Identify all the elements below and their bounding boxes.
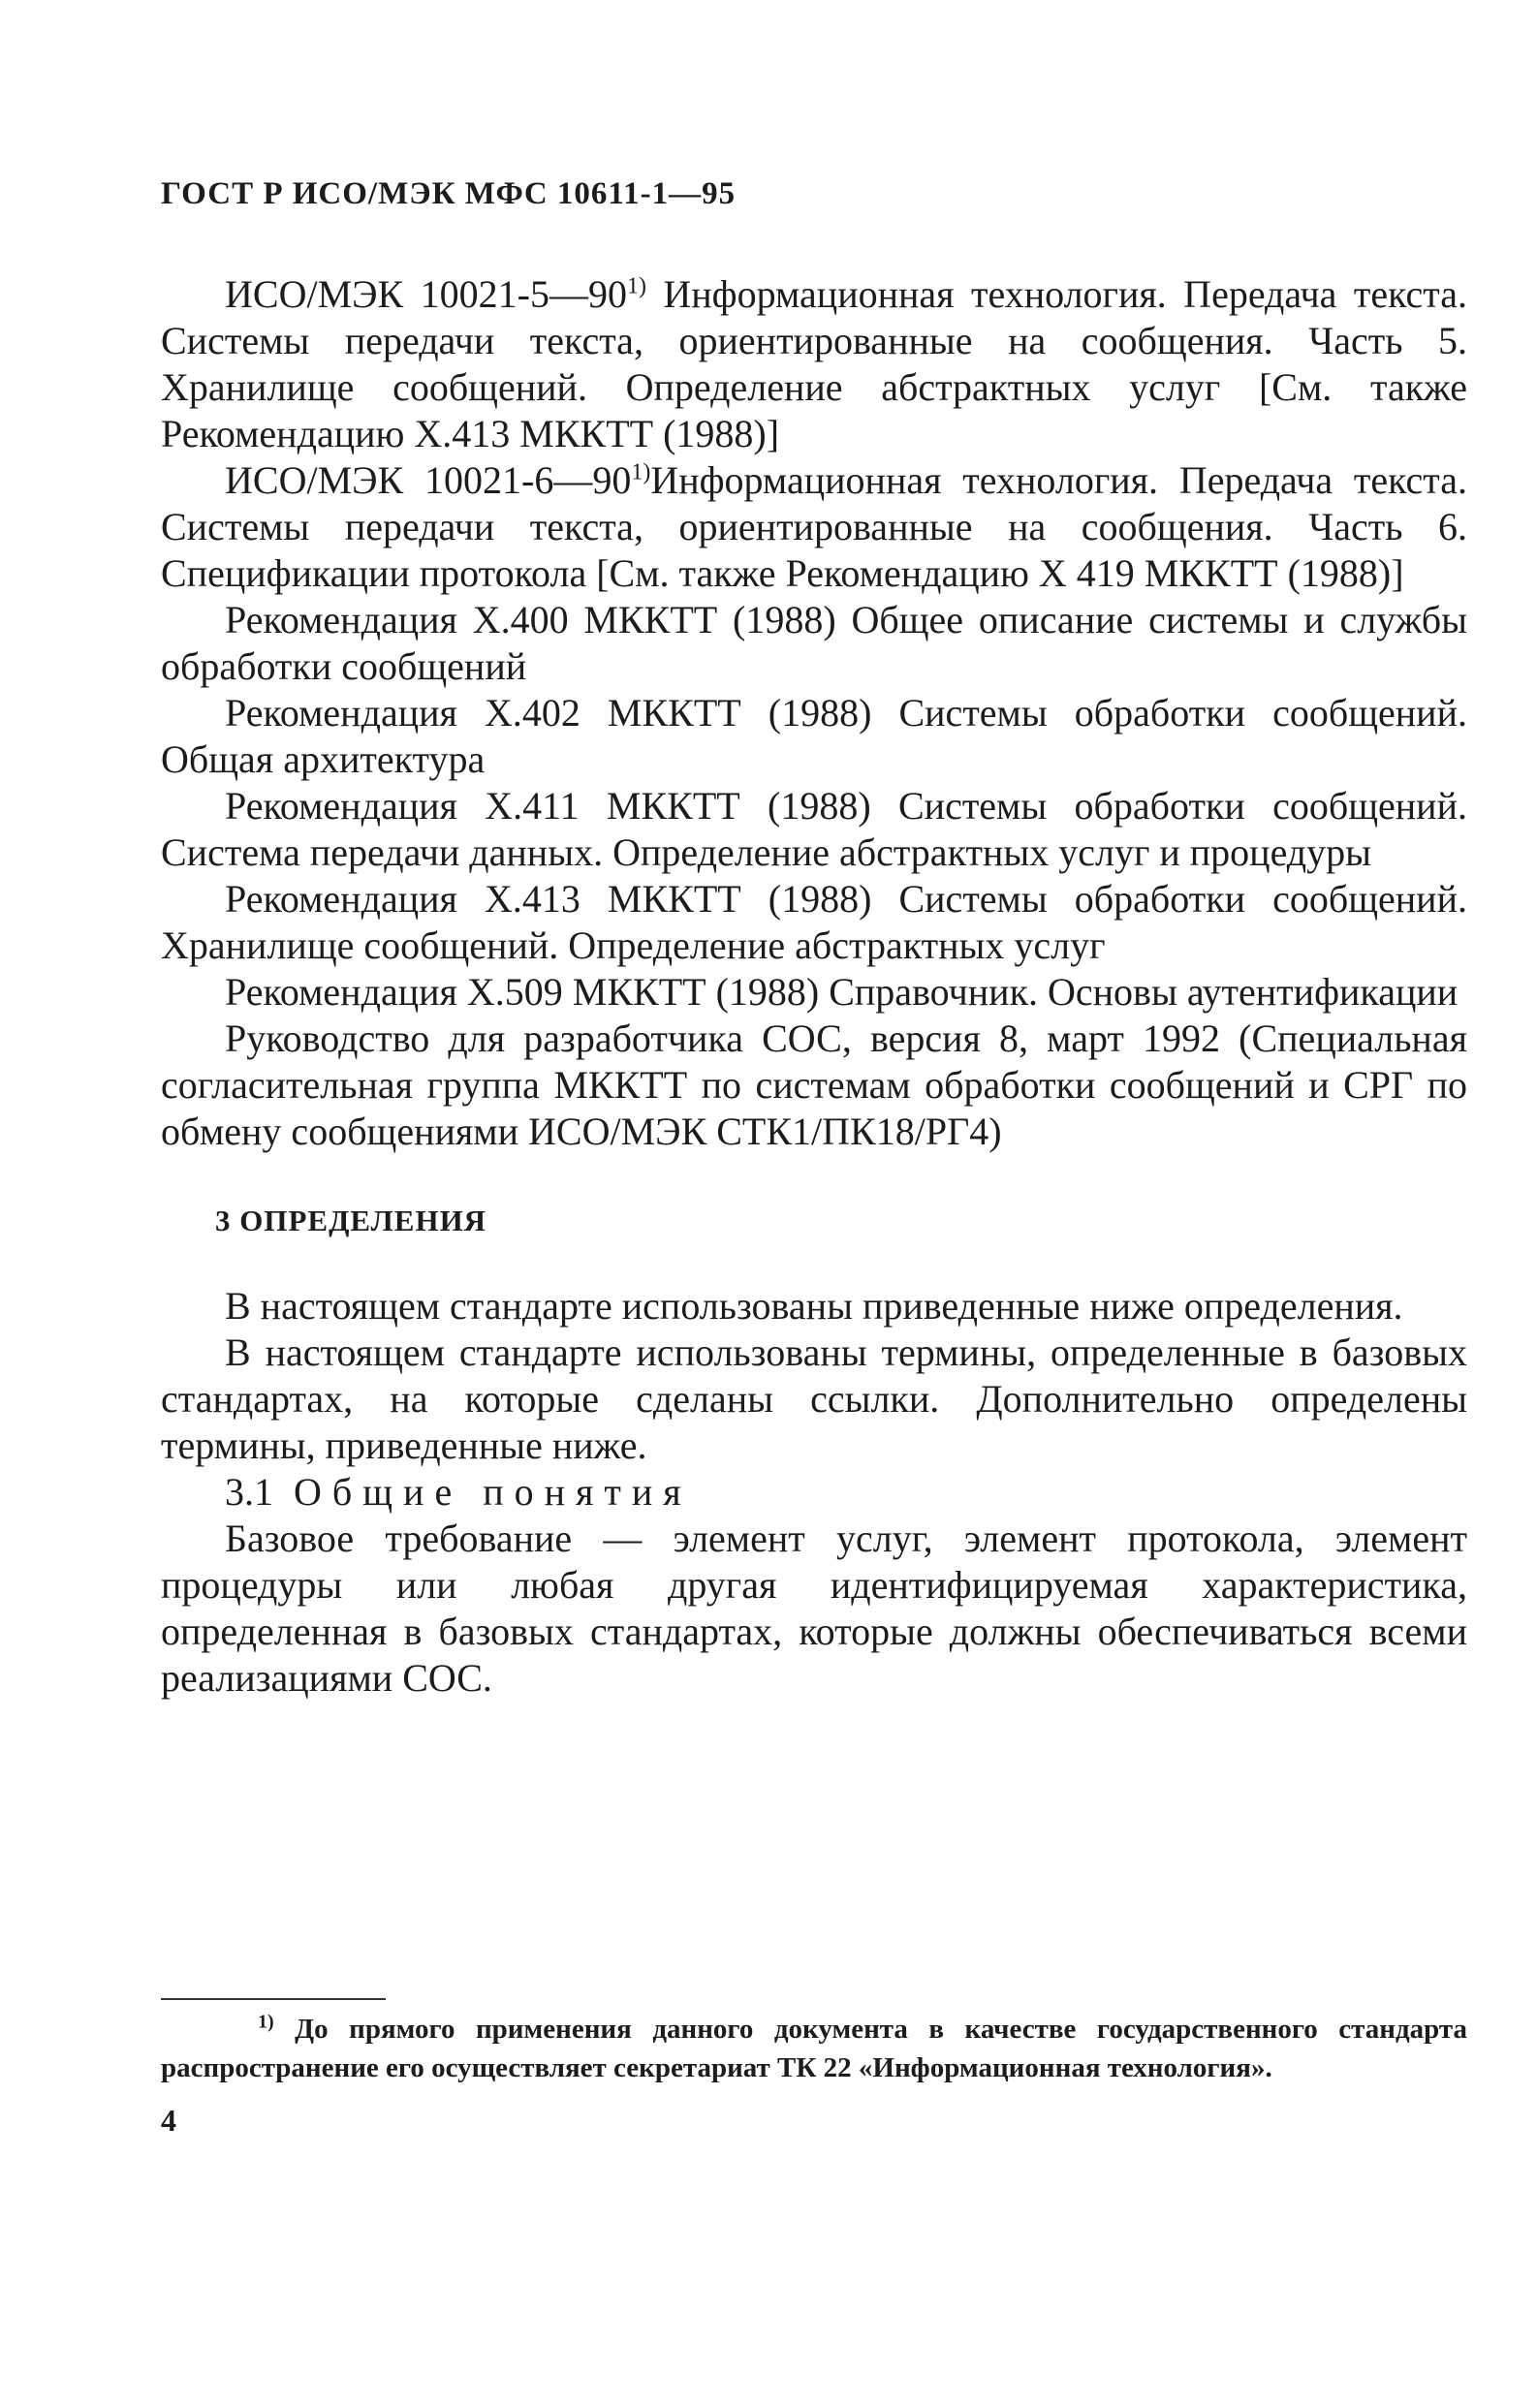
subsection-heading <box>161 1469 1467 1516</box>
footnote-text: До прямого применения данного документа в качестве государственного стандарта распространение его осуществляет секретариат ТК 22 «Информационная технология». <box>161 2014 1467 2083</box>
reference-item: Рекомендация X.411 МККТТ (1988) Системы обработки сообщений. Система передачи данных. Определение абстрактных услуг и процедуры <box>161 784 1467 874</box>
footnote <box>161 2010 1467 2087</box>
subsection-title: Общие понятия <box>294 1470 692 1514</box>
reference-item: ИСО/МЭК 10021-5—90$^{1)}$ Информационная технология. Передача текста. Системы передачи текста, ориентированные на сообщения. Часть 5. Хранилище сообщений. Определение абстрактных услуг [См. также Рекомендацию X.413 МККТТ (1988)] <box>161 272 1467 455</box>
subsection-number: 3.1 <box>225 1470 273 1514</box>
reference-item: Руководство для разработчика СОС, версия 8, март 1992 (Специальная согласительная группа МККТТ по системам обработки сообщений и СРГ по обмену сообщениями ИСО/МЭК СТК1/ПК18/РГ4) <box>161 1016 1467 1153</box>
reference-item: Рекомендация X.400 МККТТ (1988) Общее описание системы и службы обработки сообщений <box>161 598 1467 688</box>
reference-item: Рекомендация X.413 МККТТ (1988) Системы обработки сообщений. Хранилище сообщений. Определение абстрактных услуг <box>161 877 1467 967</box>
paragraph: В настоящем стандарте использованы термины, определенные в базовых стандартах, на которые сделаны ссылки. Дополнительно определены термины, приведенные ниже. <box>161 1330 1467 1467</box>
reference-item: ИСО/МЭК 10021-6—90$^{1)}$Информационная технология. Передача текста. Системы передачи текста, ориентированные на сообщения. Часть 6. Спецификации протокола [См. также Рекомендацию X 419 МККТТ (1988)] <box>161 458 1467 595</box>
section-heading: 3 ОПРЕДЕЛЕНИЯ <box>215 1204 487 1237</box>
reference-item: Рекомендация X.509 МККТТ (1988) Справочник. Основы аутентификации <box>225 970 1459 1014</box>
reference-list <box>161 271 1467 1155</box>
reference-item: Рекомендация X.402 МККТТ (1988) Системы обработки сообщений. Общая архитектура <box>161 691 1467 781</box>
running-header: ГОСТ Р ИСО/МЭК МФС 10611-1—95 <box>161 176 737 211</box>
paragraph: В настоящем стандарте использованы приведенные ниже определения. <box>225 1284 1403 1328</box>
footnote-divider <box>161 1998 386 2000</box>
main-text <box>161 271 1467 1702</box>
definition-paragraph: Базовое требование — элемент услуг, элемент протокола, элемент процедуры или любая другая идентифицируемая характеристика, определенная в базовых стандартах, которые должны обеспечиваться всеми реализациями СОС. <box>161 1517 1467 1700</box>
footnote-marker: 1) <box>258 2011 274 2033</box>
page-number: 4 <box>161 2103 176 2138</box>
